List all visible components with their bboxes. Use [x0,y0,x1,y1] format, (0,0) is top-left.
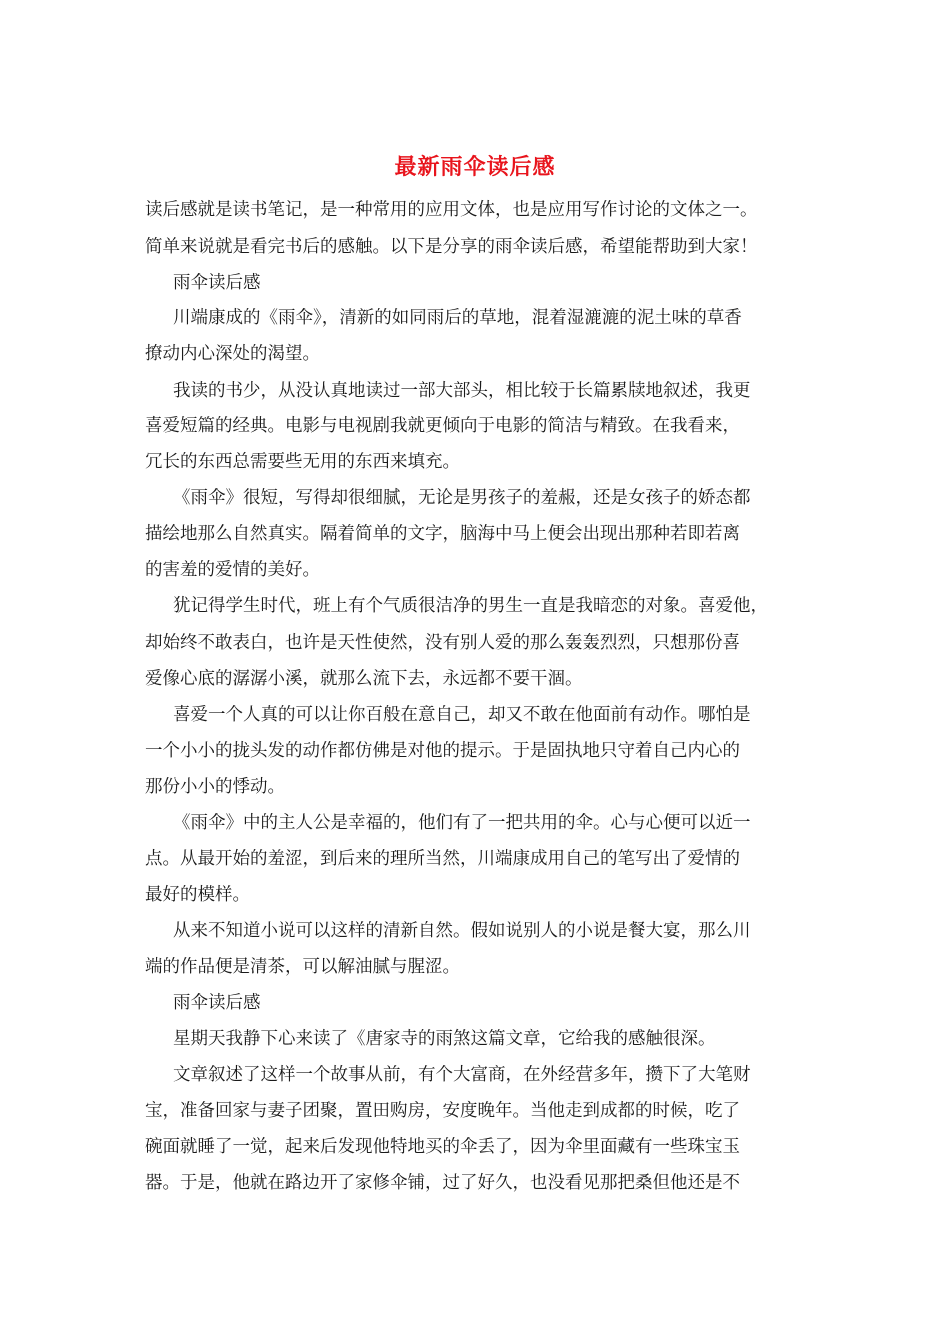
paragraph-line: 描绘地那么自然真实。隔着简单的文字，脑海中马上便会出现出那种若即若离 [145,524,740,544]
paragraph-line: 那份小小的悸动。 [145,777,285,797]
paragraph-line: 点。从最开始的羞涩，到后来的理所当然，川端康成用自己的笔写出了爱情的 [145,849,740,869]
section-heading: 雨伞读后感 [173,273,261,293]
paragraph-line: 端的作品便是清茶，可以解油腻与腥涩。 [145,957,460,977]
paragraph-line: 爱像心底的潺潺小溪，就那么流下去，永远都不要干涸。 [145,669,583,689]
paragraph-line: 《雨伞》很短，写得却很细腻，无论是男孩子的羞赧，还是女孩子的娇态都 [173,488,751,508]
paragraph-line: 撩动内心深处的渴望。 [145,344,320,364]
paragraph-line: 却始终不敢表白，也许是天性使然，没有别人爱的那么轰轰烈烈，只想那份喜 [145,633,740,653]
paragraph-line: 的害羞的爱情的美好。 [145,560,320,580]
section-heading: 雨伞读后感 [173,993,261,1013]
paragraph-line: 一个小小的拢头发的动作都仿佛是对他的提示。于是固执地只守着自己内心的 [145,741,740,761]
document-title: 最新雨伞读后感 [394,154,556,180]
paragraph-line: 犹记得学生时代，班上有个气质很洁净的男生一直是我暗恋的对象。喜爱他， [173,596,768,616]
paragraph-line: 喜爱一个人真的可以让你百般在意自己，却又不敢在他面前有动作。哪怕是 [173,705,751,725]
paragraph-line: 最好的模样。 [145,885,250,905]
paragraph-line: 我读的书少，从没认真地读过一部大部头，相比较于长篇累牍地叙述，我更 [173,381,751,401]
paragraph-line: 读后感就是读书笔记，是一种常用的应用文体，也是应用写作讨论的文体之一。 [145,200,758,220]
paragraph-line: 川端康成的《雨伞》，清新的如同雨后的草地，混着湿漉漉的泥土味的草香 [173,308,742,328]
paragraph-line: 宝，准备回家与妻子团聚，置田购房，安度晚年。当他走到成都的时候，吃了 [145,1101,740,1121]
paragraph-line: 喜爱短篇的经典。电影与电视剧我就更倾向于电影的简洁与精致。在我看来， [145,416,740,436]
paragraph-line: 简单来说就是看完书后的感触。以下是分享的雨伞读后感，希望能帮助到大家！ [145,237,758,257]
paragraph-line: 冗长的东西总需要些无用的东西来填充。 [145,452,460,472]
paragraph-line: 《雨伞》中的主人公是幸福的，他们有了一把共用的伞。心与心便可以近一 [173,813,751,833]
paragraph-line: 器。于是，他就在路边开了家修伞铺，过了好久，也没看见那把桑但他还是不 [145,1173,740,1193]
paragraph-line: 星期天我静下心来读了《唐家寺的雨煞这篇文章，它给我的感触很深。 [173,1029,716,1049]
paragraph-line: 文章叙述了这样一个故事从前，有个大富商，在外经营多年，攒下了大笔财 [173,1065,751,1085]
paragraph-line: 从来不知道小说可以这样的清新自然。假如说别人的小说是餐大宴，那么川 [173,921,751,941]
paragraph-line: 碗面就睡了一觉，起来后发现他特地买的伞丢了，因为伞里面藏有一些珠宝玉 [145,1137,740,1157]
